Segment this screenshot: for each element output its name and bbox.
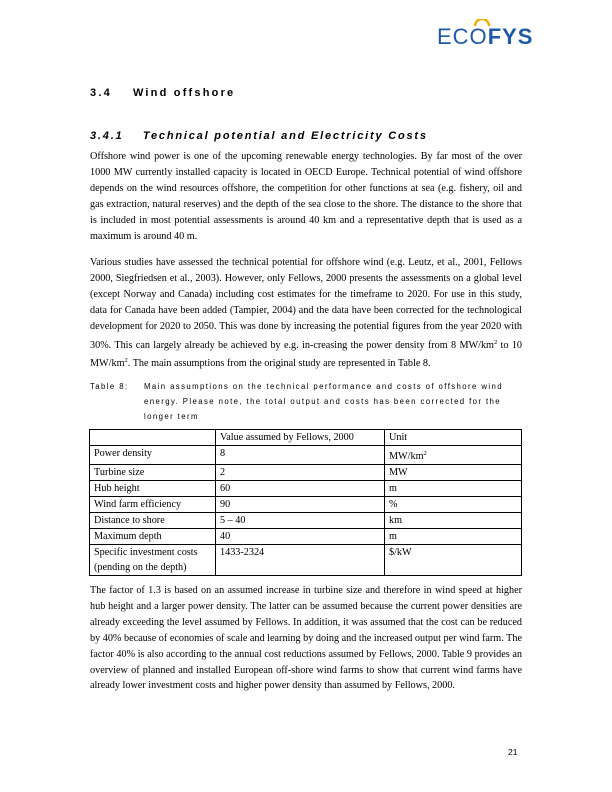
table-cell-param: Hub height <box>90 481 216 497</box>
table-cell-unit: km <box>385 513 522 529</box>
subsection-title: Technical potential and Electricity Costs <box>142 130 428 142</box>
logo-text: ECOFYS <box>437 24 534 49</box>
table-cell-unit: $/kW <box>385 545 522 576</box>
table-row <box>90 465 522 481</box>
section-heading <box>90 87 235 99</box>
table-cell-value: 90 <box>216 497 385 513</box>
table-cell-value: 1433-2324 <box>216 545 385 576</box>
page-number: 21 <box>508 747 518 757</box>
table-row <box>90 497 522 513</box>
table-cell-param: Wind farm efficiency <box>90 497 216 513</box>
table-cell-unit: m <box>385 529 522 545</box>
paragraph-studies: Various studies have assessed the technical potential for offshore wind (e.g. Leutz, et al., 2001, Fellows 2000, Siegfriedsen et al., 2003). However, only Fellows, 2000 presents the assessments on a global level (except Norway and Canada) including cost estimates for the timeframe to 2020. For use in this study, data for Canada have been added (Tampier, 2004) and the data have been corrected for the technological development for 2020 to 2050. This was done by increasing the potential figures from the year 2020 with 30%. This can largely already be achieved by e.g. in-creasing the power density from 8 $MW/km^2$ to 10 $MW/km^2$. The main assumptions from the original study are represented in Table 8. <box>90 257 522 370</box>
table-cell-value: 8 <box>216 446 385 465</box>
table-caption <box>90 379 530 421</box>
table-cell-param: Turbine size <box>90 465 216 481</box>
table-cell-unit: MW <box>385 465 522 481</box>
assumptions-table <box>89 429 522 576</box>
table-cell-unit: $MW/km^2$ <box>385 446 522 465</box>
ecofys-logo <box>437 24 534 54</box>
table-row <box>90 545 522 576</box>
table-cell-param: Maximum depth <box>90 529 216 545</box>
table-cell-unit: % <box>385 497 522 513</box>
table-cell-value: 5 – 40 <box>216 513 385 529</box>
table-header-cell <box>90 430 216 446</box>
table-cell-param: Distance to shore <box>90 513 216 529</box>
table-row <box>90 529 522 545</box>
table-row <box>90 481 522 497</box>
table-cell-unit: m <box>385 481 522 497</box>
table-cell-value: 40 <box>216 529 385 545</box>
table-caption-text: Main assumptions on the technical performance and costs of offshore wind energy. Please note, the total output and costs has been corrected for the longer term <box>144 382 503 421</box>
table-cell-value: 2 <box>216 465 385 481</box>
subsection-number: 3.4.1 <box>90 130 124 142</box>
table-header-cell: Value assumed by Fellows, 2000 <box>216 430 385 446</box>
table-cell-param: Specific investment costs (pending on the depth) <box>90 545 216 576</box>
table-header-row <box>90 430 522 446</box>
section-number: 3.4 <box>90 87 112 99</box>
table-header-cell: Unit <box>385 430 522 446</box>
table-caption-label: Table 8: <box>90 382 129 391</box>
table-row <box>90 446 522 465</box>
table-cell-param: Power density <box>90 446 216 465</box>
subsection-heading <box>90 130 428 142</box>
paragraph-factor: The factor of 1.3 is based on an assumed increase in turbine size and therefore in wind speed at higher hub height and a larger power density. The latter can be assumed because the current power densities are already exceeding the level assumed by Fellows. In addition, it was assumed that the cost can be reduced by 40% because of economies of scale and learning by doing and the increased output per wind farm. The factor 40% is also according to the annual cost reductions assumed by Fellows, 2000. Table 9 provides an overview of planned and installed European off-shore wind farms to show that current wind farms have already lower investment costs and higher power density than assumed by Fellows, 2000. <box>90 585 522 692</box>
logo-sun-arc-icon <box>473 19 491 27</box>
table-row <box>90 513 522 529</box>
paragraph-intro: Offshore wind power is one of the upcoming renewable energy technologies. By far most of the over 1000 MW currently installed capacity is located in OECD Europe. Technical potential of wind offshore depends on the wind resources offshore, the competition for other functions at sea (e.g. fishery, oil and gas extraction, natural reserves) and the depth of the sea close to the shore. The distance to the shore that is included in most potential assessments is around 40 km and a representative depth that is used as a maximum is around 40 m. <box>90 151 522 242</box>
table-cell-value: 60 <box>216 481 385 497</box>
section-title: Wind offshore <box>132 87 236 99</box>
